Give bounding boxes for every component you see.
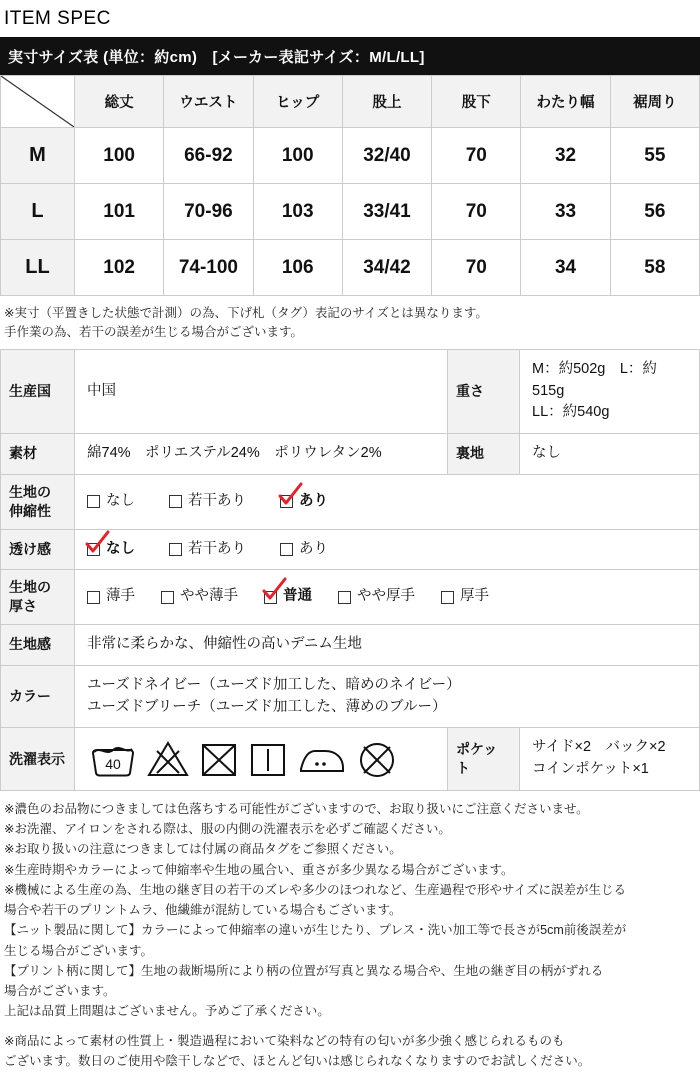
- option-label: 薄手: [106, 588, 135, 605]
- size-cell: 103: [253, 184, 342, 240]
- size-cell: 58: [610, 240, 699, 296]
- footer-note-line: ※濃色のお品物につきましては色落ちする可能性がございますので、お取り扱いにご注意くださいませ。: [4, 801, 589, 816]
- spec-label-weight: 重さ: [448, 349, 520, 433]
- weight-line-1: M：約502g L：約515g: [532, 360, 657, 399]
- size-col-header: 裾周り: [610, 76, 699, 128]
- option-label: あり: [299, 540, 328, 557]
- checkbox-icon: [264, 591, 277, 604]
- size-cell: 33/41: [342, 184, 431, 240]
- footer-note-line: ※商品によって素材の性質上・製造過程において染料などの特有の匂いが多少強く感じられるものも: [4, 1033, 565, 1048]
- footer-note-line: ※お取り扱いの注意につきましては付属の商品タグをご参照ください。: [4, 842, 402, 857]
- wash-tub-40-icon: [89, 739, 137, 779]
- weight-line-2: LL：約540g: [532, 404, 610, 421]
- no-tumble-dry-icon: [199, 739, 239, 779]
- spec-label-stretch: [1, 474, 75, 529]
- spec-value-feel: 非常に柔らかな、伸縮性の高いデニム生地: [75, 625, 700, 666]
- size-cell: 34: [521, 240, 610, 296]
- notes-spacer: [4, 1022, 696, 1031]
- checkbox-icon: [87, 591, 100, 604]
- drip-dry-vertical-icon: [248, 739, 288, 779]
- size-cell: 33: [521, 184, 610, 240]
- spec-value-stretch: [75, 474, 700, 529]
- thickness-option[interactable]: [264, 586, 312, 608]
- size-cell: 34/42: [342, 240, 431, 296]
- stretch-options: [87, 491, 687, 513]
- size-table: [0, 75, 700, 296]
- spec-label-origin: 生産国: [1, 349, 75, 433]
- color-line-1: ユーズドネイビー（ユーズド加工した、暗めのネイビー）: [87, 676, 461, 693]
- spec-value-origin: 中国: [75, 349, 448, 433]
- size-cell: 74-100: [164, 240, 253, 296]
- size-cell: 101: [75, 184, 164, 240]
- size-col-header: ウエスト: [164, 76, 253, 128]
- table-row: [1, 665, 700, 728]
- footer-note-line: ※機械による生産の為、生地の継ぎ目の若干のズレや多少のほつれなど、生産過程で形やサイズに誤差が生じる: [4, 882, 626, 897]
- spec-value-thickness: [75, 570, 700, 625]
- pocket-line-1: サイド×2 バック×2: [532, 739, 666, 756]
- size-note-line: ※実寸（平置きした状態で計測）の為、下げ札（タグ）表記のサイズとは異なります。: [4, 306, 488, 320]
- footer-note-line: 上記は品質上問題はございません。予めご了承ください。: [4, 1004, 330, 1019]
- size-cell: 70: [432, 184, 521, 240]
- color-line-2: ユーズドブリーチ（ユーズド加工した、薄めのブルー）: [87, 698, 447, 715]
- spec-label-pocket: ポケット: [448, 728, 520, 791]
- table-row: [1, 728, 700, 791]
- size-col-header: 股上: [342, 76, 431, 128]
- diagonal-slash-icon: [1, 76, 74, 127]
- size-table-heading: 実寸サイズ表 (単位：約cm) [メーカー表記サイズ：M/L/LL]: [0, 39, 700, 75]
- checkbox-icon: [169, 543, 182, 556]
- table-row: [1, 240, 700, 296]
- svg-text:40: 40: [105, 756, 121, 773]
- checkbox-icon: [280, 495, 293, 508]
- footer-notes: [0, 791, 700, 1081]
- stretch-option[interactable]: [87, 491, 135, 513]
- size-table-corner-cell: [1, 76, 75, 128]
- spec-value-material: 綿74% ポリエステル24% ポリウレタン2%: [75, 434, 448, 475]
- footer-note-line: ※お洗濯、アイロンをされる際は、服の内側の洗濯表示を必ずご確認ください。: [4, 822, 451, 837]
- iron-low-icon: [297, 739, 347, 779]
- page-title: ITEM SPEC: [4, 8, 111, 29]
- size-cell: 32/40: [342, 128, 431, 184]
- size-table-notes: [0, 296, 700, 349]
- option-label: 若干あり: [188, 492, 246, 509]
- table-row: [1, 349, 700, 433]
- spec-value-color: [75, 665, 700, 728]
- table-row: [1, 529, 700, 570]
- size-cell: 70: [432, 128, 521, 184]
- spec-label-thickness: [1, 570, 75, 625]
- spec-label-feel: 生地感: [1, 625, 75, 666]
- option-label: 若干あり: [188, 540, 246, 557]
- checkbox-icon: [87, 495, 100, 508]
- checkbox-icon: [280, 543, 293, 556]
- size-cell: 102: [75, 240, 164, 296]
- sheer-option[interactable]: [169, 539, 246, 561]
- sheer-option[interactable]: [280, 539, 328, 561]
- size-col-header: わたり幅: [521, 76, 610, 128]
- size-col-header: 股下: [432, 76, 521, 128]
- size-cell: 100: [75, 128, 164, 184]
- spec-label-sheer: 透け感: [1, 529, 75, 570]
- spec-value-pocket: [520, 728, 700, 791]
- option-label: なし: [106, 492, 135, 509]
- thickness-label-line-1: 生地の: [9, 579, 51, 596]
- no-bleach-icon: [146, 739, 190, 779]
- table-row: [1, 434, 700, 475]
- footer-note-line: 【プリント柄に関して】生地の裁断場所により柄の位置が写真と異なる場合や、生地の継ぎ目の柄がずれる: [4, 963, 604, 978]
- size-row-label: LL: [1, 240, 75, 296]
- checkbox-icon: [441, 591, 454, 604]
- checkbox-icon: [338, 591, 351, 604]
- size-cell: 70-96: [164, 184, 253, 240]
- checkbox-icon: [87, 543, 100, 556]
- spec-label-material: 素材: [1, 434, 75, 475]
- checkbox-icon: [161, 591, 174, 604]
- size-col-header: 総丈: [75, 76, 164, 128]
- thickness-option[interactable]: [87, 586, 135, 608]
- footer-note-line: ございます。数日のご使用や陰干しなどで、ほとんど匂いは感じられなくなりますのでお試しください。: [4, 1053, 591, 1068]
- size-row-label: L: [1, 184, 75, 240]
- size-row-label: M: [1, 128, 75, 184]
- option-label: 厚手: [460, 588, 489, 605]
- stretch-option[interactable]: [169, 491, 246, 513]
- spec-value-weight: [520, 349, 700, 433]
- size-cell: 106: [253, 240, 342, 296]
- spec-label-color: カラー: [1, 665, 75, 728]
- size-note-line: 手作業の為、若干の誤差が生じる場合がございます。: [4, 325, 304, 340]
- spec-value-lining: なし: [520, 434, 700, 475]
- spec-value-sheer: [75, 529, 700, 570]
- thickness-options: [87, 586, 687, 608]
- table-row: [1, 474, 700, 529]
- footer-note-line: ※生産時期やカラーによって伸縮率や生地の風合い、重さが多少異なる場合がございます。: [4, 862, 514, 877]
- option-label: 普通: [283, 588, 312, 605]
- checkbox-icon: [169, 495, 182, 508]
- option-label: なし: [106, 540, 135, 557]
- spec-label-wash: 洗濯表示: [1, 728, 75, 791]
- footer-note-line: 【ニット製品に関して】カラーによって伸縮率の違いが生じたり、プレス・洗い加工等で長さが5cm前後誤差が: [4, 923, 627, 938]
- size-cell: 66-92: [164, 128, 253, 184]
- size-cell: 55: [610, 128, 699, 184]
- sheer-option[interactable]: [87, 539, 135, 561]
- stretch-label-line-2: 伸縮性: [9, 502, 51, 519]
- thickness-option[interactable]: [161, 586, 238, 608]
- spec-value-wash: [75, 728, 448, 791]
- no-dryclean-icon: [356, 739, 398, 779]
- stretch-label-line-1: 生地の: [9, 483, 51, 500]
- wash-symbol-group: [75, 732, 447, 786]
- thickness-label-line-2: 厚さ: [9, 598, 37, 615]
- footer-note-line: 生じる場合がございます。: [4, 943, 154, 958]
- footer-note-line: 場合や若干のプリントムラ、他繊維が混紡している場合もございます。: [4, 903, 402, 918]
- option-label: あり: [299, 492, 328, 509]
- spec-table: [0, 349, 700, 791]
- table-row: [1, 625, 700, 666]
- size-cell: 32: [521, 128, 610, 184]
- size-cell: 56: [610, 184, 699, 240]
- size-col-header: ヒップ: [253, 76, 342, 128]
- pocket-line-2: コインポケット×1: [532, 761, 649, 778]
- size-table-header-row: [1, 76, 700, 128]
- option-label: やや薄手: [180, 588, 238, 605]
- footer-note-line: 場合がございます。: [4, 984, 116, 999]
- size-cell: 100: [253, 128, 342, 184]
- thickness-option[interactable]: [338, 586, 415, 608]
- table-row: [1, 128, 700, 184]
- thickness-option[interactable]: [441, 586, 489, 608]
- spec-label-lining: 裏地: [448, 434, 520, 475]
- size-cell: 70: [432, 240, 521, 296]
- table-row: [1, 570, 700, 625]
- stretch-option[interactable]: [280, 491, 328, 513]
- table-row: [1, 184, 700, 240]
- sheer-options: [87, 539, 687, 561]
- option-label: やや厚手: [357, 588, 415, 605]
